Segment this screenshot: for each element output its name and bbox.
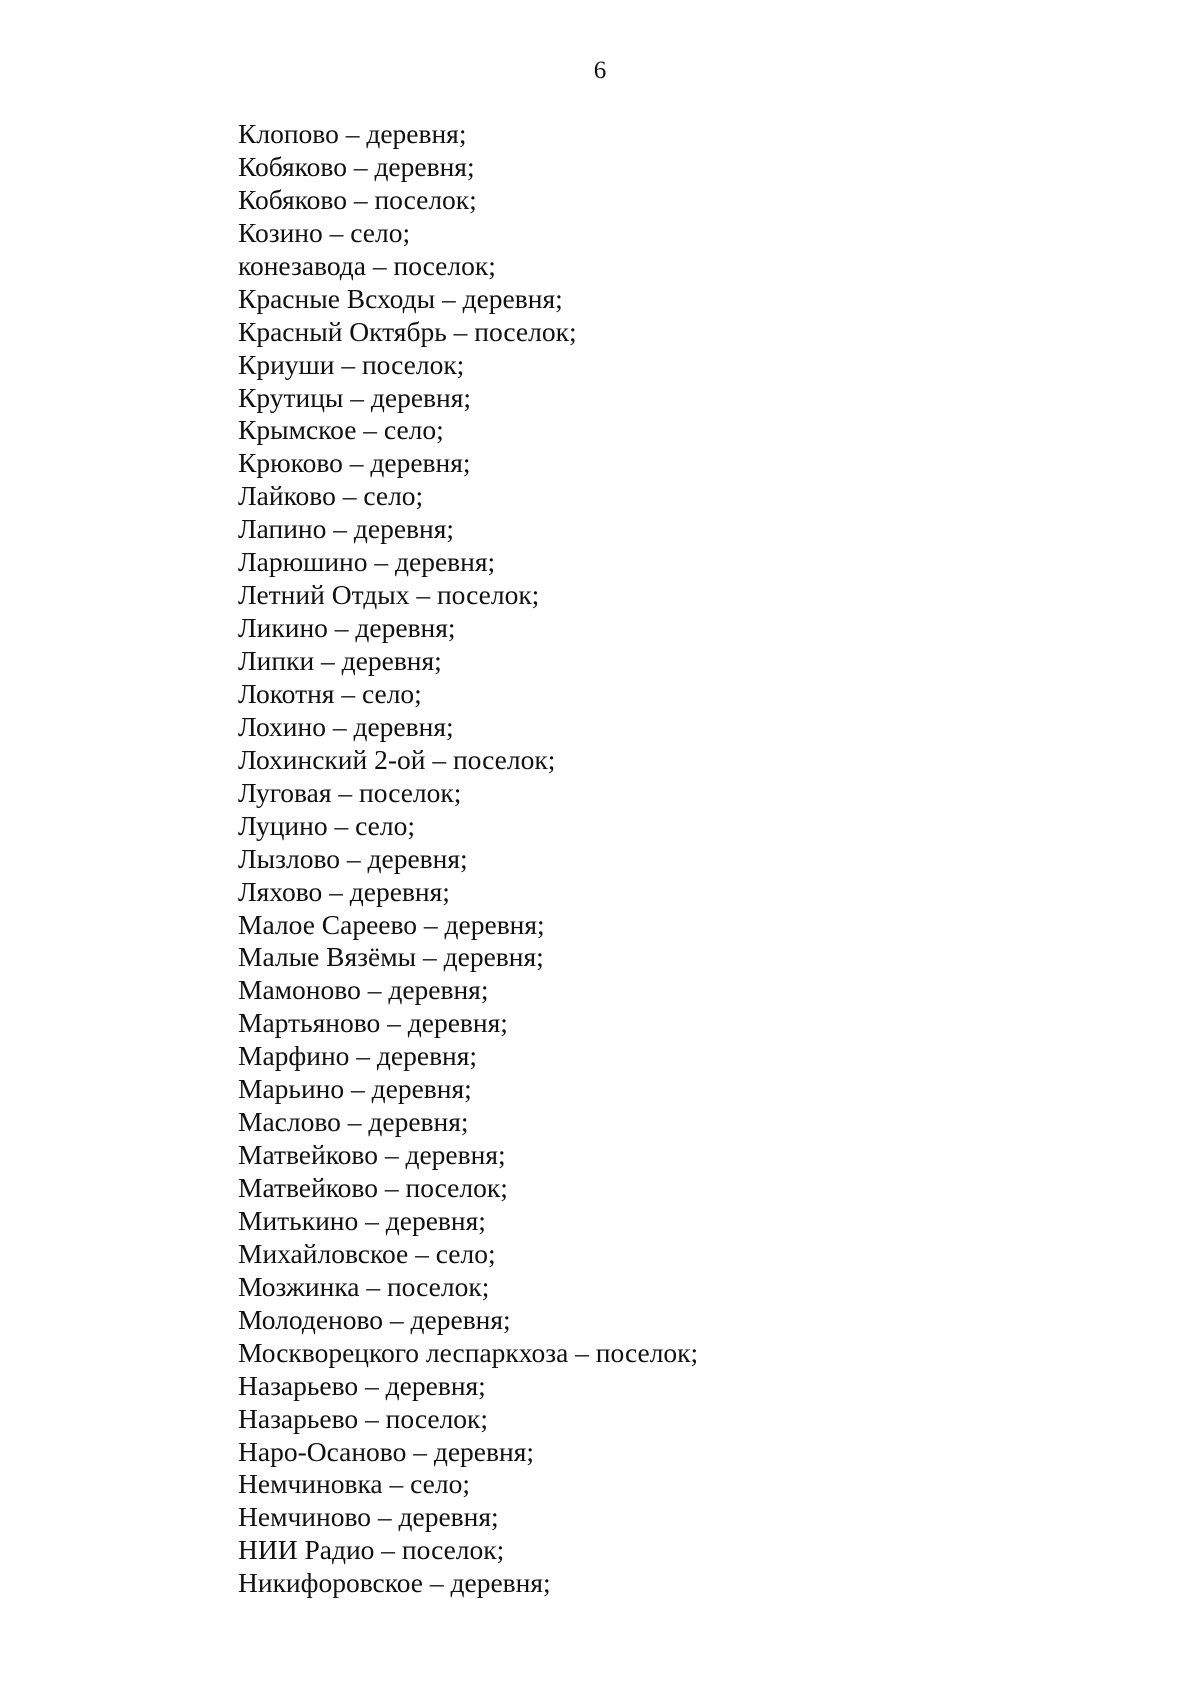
list-item: Назарьево – деревня; [238,1369,486,1401]
list-item: Луговая – поселок; [238,776,462,808]
list-item: Клопово – деревня; [238,118,467,149]
list-item: Лохино – деревня; [238,710,454,742]
list-item: Малое Сареево – деревня; [238,908,545,940]
list-item: Локотня – село; [238,677,422,709]
list-item: Мамоново – деревня; [238,974,489,1006]
page-number: 6 [593,57,607,84]
list-item: Москворецкого леспаркхоза – поселок; [238,1336,699,1368]
list-item: Матвейково – деревня; [238,1139,506,1171]
list-item: Лызлово – деревня; [238,842,468,874]
list-item: Митькино – деревня; [238,1204,486,1236]
list-item: Молоденово – деревня; [238,1303,511,1335]
list-item: Криуши – поселок; [238,348,465,380]
list-item: Кобяково – деревня; [238,150,475,182]
list-item: Малые Вязёмы – деревня; [238,941,544,973]
list-item: Летний Отдых – поселок; [238,579,540,611]
settlement-list [238,118,698,1600]
list-item: Ликино – деревня; [238,612,456,644]
list-item: Назарьево – поселок; [238,1402,489,1434]
list-item: Мозжинка – поселок; [238,1270,490,1302]
list-item: Козино – село; [238,216,411,248]
list-item: Крымское – село; [238,414,444,446]
list-item: Лапино – деревня; [238,513,455,545]
list-item: Крутицы – деревня; [238,381,472,413]
list-item: конезавода – поселок; [238,249,496,281]
list-item: Красный Октябрь – поселок; [238,315,577,347]
list-item: Мартьяново – деревня; [238,1007,508,1039]
list-item: Михайловское – село; [238,1237,496,1269]
list-item: Лохинский 2-ой – поселок; [238,743,556,775]
list-item: Липки – деревня; [238,645,442,676]
list-item: Немчиновка – село; [238,1468,470,1500]
list-item: Немчиново – деревня; [238,1501,499,1533]
list-item: Луцино – село; [238,809,415,841]
list-item: Крюково – деревня; [238,447,471,479]
list-item: Ляхово – деревня; [238,875,450,907]
list-item: Наро-Осаново – деревня; [238,1435,534,1467]
list-item: Маслово – деревня; [238,1106,469,1138]
list-item: НИИ Радио – поселок; [238,1534,505,1566]
list-item: Ларюшино – деревня; [238,546,496,578]
list-item: Красные Всходы – деревня; [238,282,563,314]
list-item: Марьино – деревня; [238,1073,472,1105]
list-item: Кобяково – поселок; [238,183,477,215]
list-item: Матвейково – поселок; [238,1172,508,1203]
list-item: Никифоровское – деревня; [238,1567,551,1599]
list-item: Марфино – деревня; [238,1040,478,1072]
list-item: Лайково – село; [238,480,424,512]
